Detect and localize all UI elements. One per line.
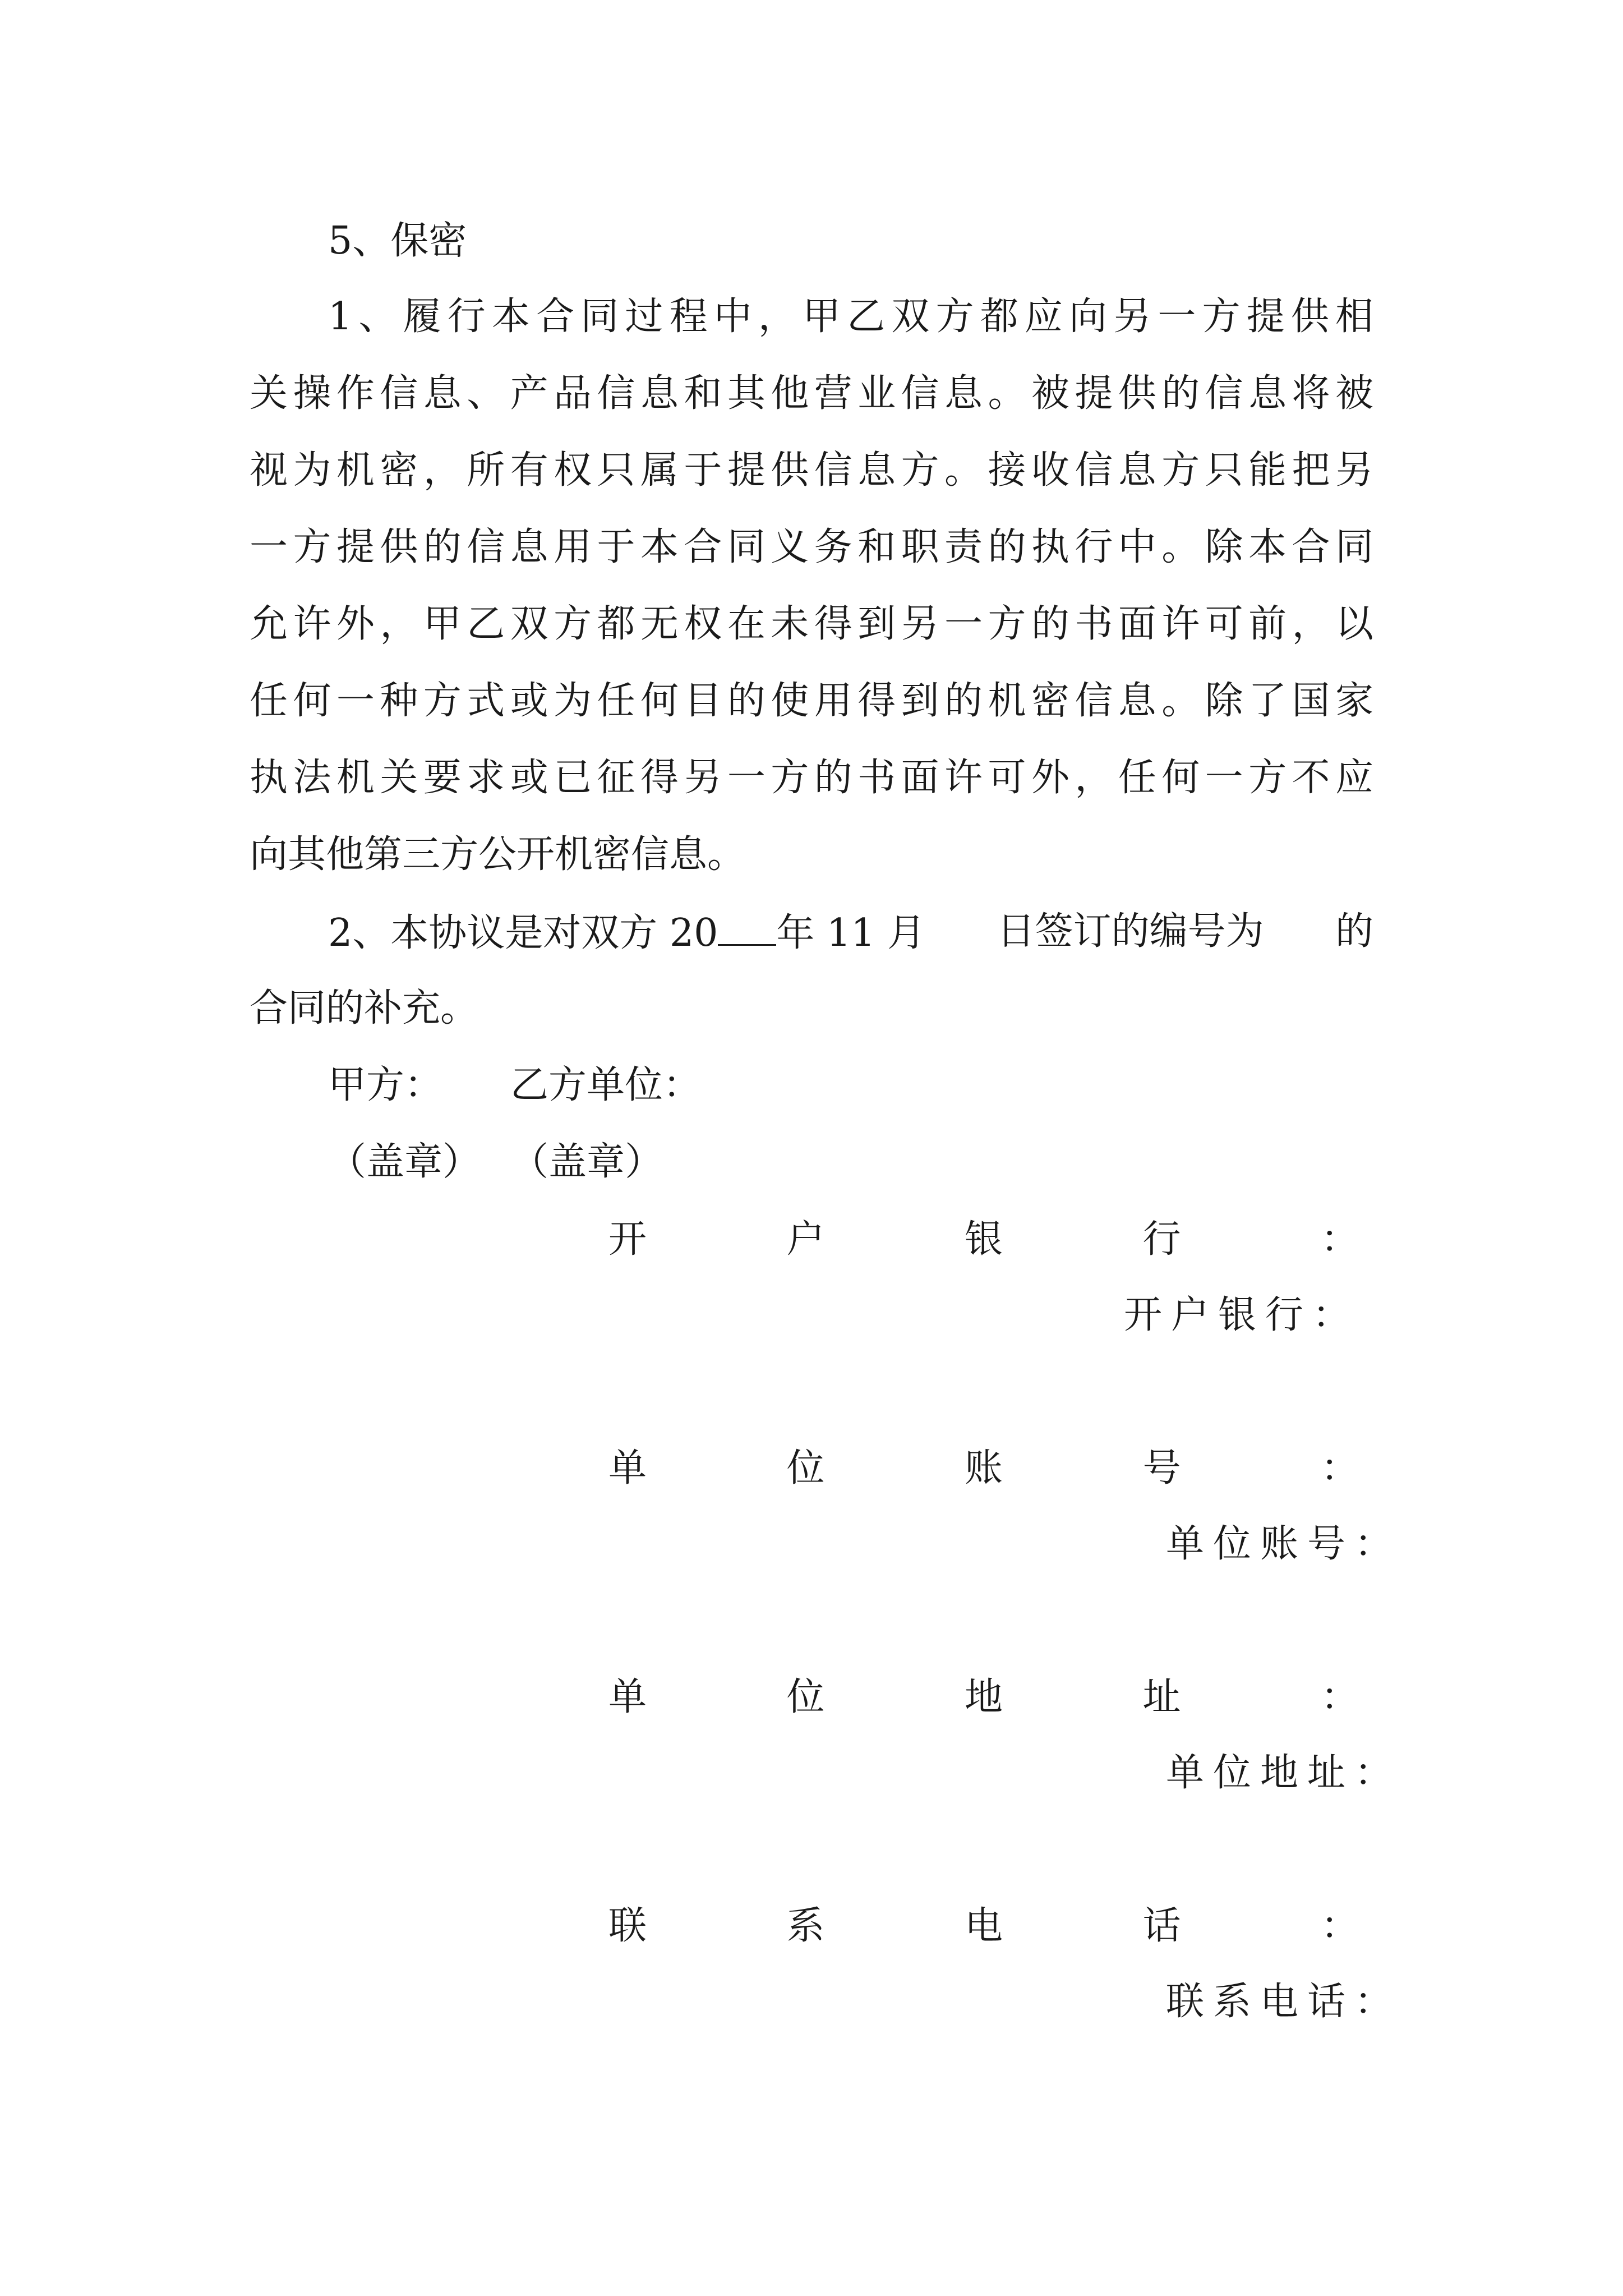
bank-char: 开 [608, 1217, 647, 1262]
clause-1-line-5: 允许外，甲乙双方都无权在未得到另一方的书面许可前，以 [250, 602, 1373, 646]
address-char: 位 [786, 1675, 825, 1719]
clause-2-text-end: 的 [1335, 909, 1373, 954]
clause-2-line-2: 合同的补充。 [250, 986, 479, 1030]
bank-field-spread [608, 1217, 1359, 1262]
phone-char: 系 [786, 1904, 825, 1948]
account-char: ： [1320, 1446, 1359, 1490]
address-field-label: 单位地址： [1165, 1751, 1401, 1795]
clause-2-text-year: 2、本协议是对双方 20 年 11 月 [328, 909, 925, 956]
party-a-label: 甲方： [328, 1063, 443, 1107]
account-char: 号 [1142, 1446, 1181, 1490]
address-char: 单 [608, 1675, 647, 1719]
clause-1-line-2: 关操作信息、产品信息和其他营业信息。被提供的信息将被 [250, 371, 1373, 416]
clause-2-text-date: 日签订的编号为 [997, 909, 1264, 954]
account-char: 账 [964, 1446, 1003, 1490]
year-blank-underline [718, 909, 776, 946]
address-field-spread [608, 1675, 1359, 1720]
phone-char: 联 [608, 1904, 647, 1948]
clause-2-line-1 [328, 909, 1373, 956]
phone-char: ： [1320, 1904, 1359, 1948]
clause-1-line-3: 视为机密，所有权只属于提供信息方。接收信息方只能把另 [250, 448, 1373, 493]
phone-char: 电 [964, 1904, 1003, 1948]
phone-field-label: 联系电话： [1165, 1980, 1401, 2024]
clause-1-line-7: 执法机关要求或已征得另一方的书面许可外，任何一方不应 [250, 756, 1373, 800]
clause-1-line-1: 1、履行本合同过程中，甲乙双方都应向另一方提供相 [328, 295, 1373, 339]
bank-char: 户 [786, 1217, 825, 1262]
clause-1-line-4: 一方提供的信息用于本合同义务和职责的执行中。除本合同 [250, 525, 1373, 569]
section-heading: 5、保密 [328, 219, 467, 263]
bank-char: ： [1320, 1217, 1359, 1262]
address-char: 地 [964, 1675, 1003, 1719]
clause-1-line-6: 任何一种方式或为任何目的使用得到的机密信息。除了国家 [250, 679, 1373, 723]
party-b-label: 乙方单位： [510, 1063, 702, 1107]
clause-1-line-8: 向其他第三方公开机密信息。 [250, 832, 746, 877]
phone-char: 话 [1142, 1904, 1181, 1948]
account-field-spread [608, 1446, 1359, 1491]
address-char: 址 [1142, 1675, 1181, 1719]
party-b-seal: （盖章） [510, 1140, 663, 1184]
bank-char: 行 [1142, 1217, 1181, 1262]
account-field-label: 单位账号： [1165, 1522, 1401, 1566]
account-char: 单 [608, 1446, 647, 1490]
bank-field-label: 开户银行： [1123, 1293, 1359, 1337]
phone-field-spread [608, 1904, 1359, 1949]
bank-char: 银 [964, 1217, 1003, 1262]
address-char: ： [1320, 1675, 1359, 1719]
account-char: 位 [786, 1446, 825, 1490]
party-a-seal: （盖章） [328, 1140, 481, 1184]
